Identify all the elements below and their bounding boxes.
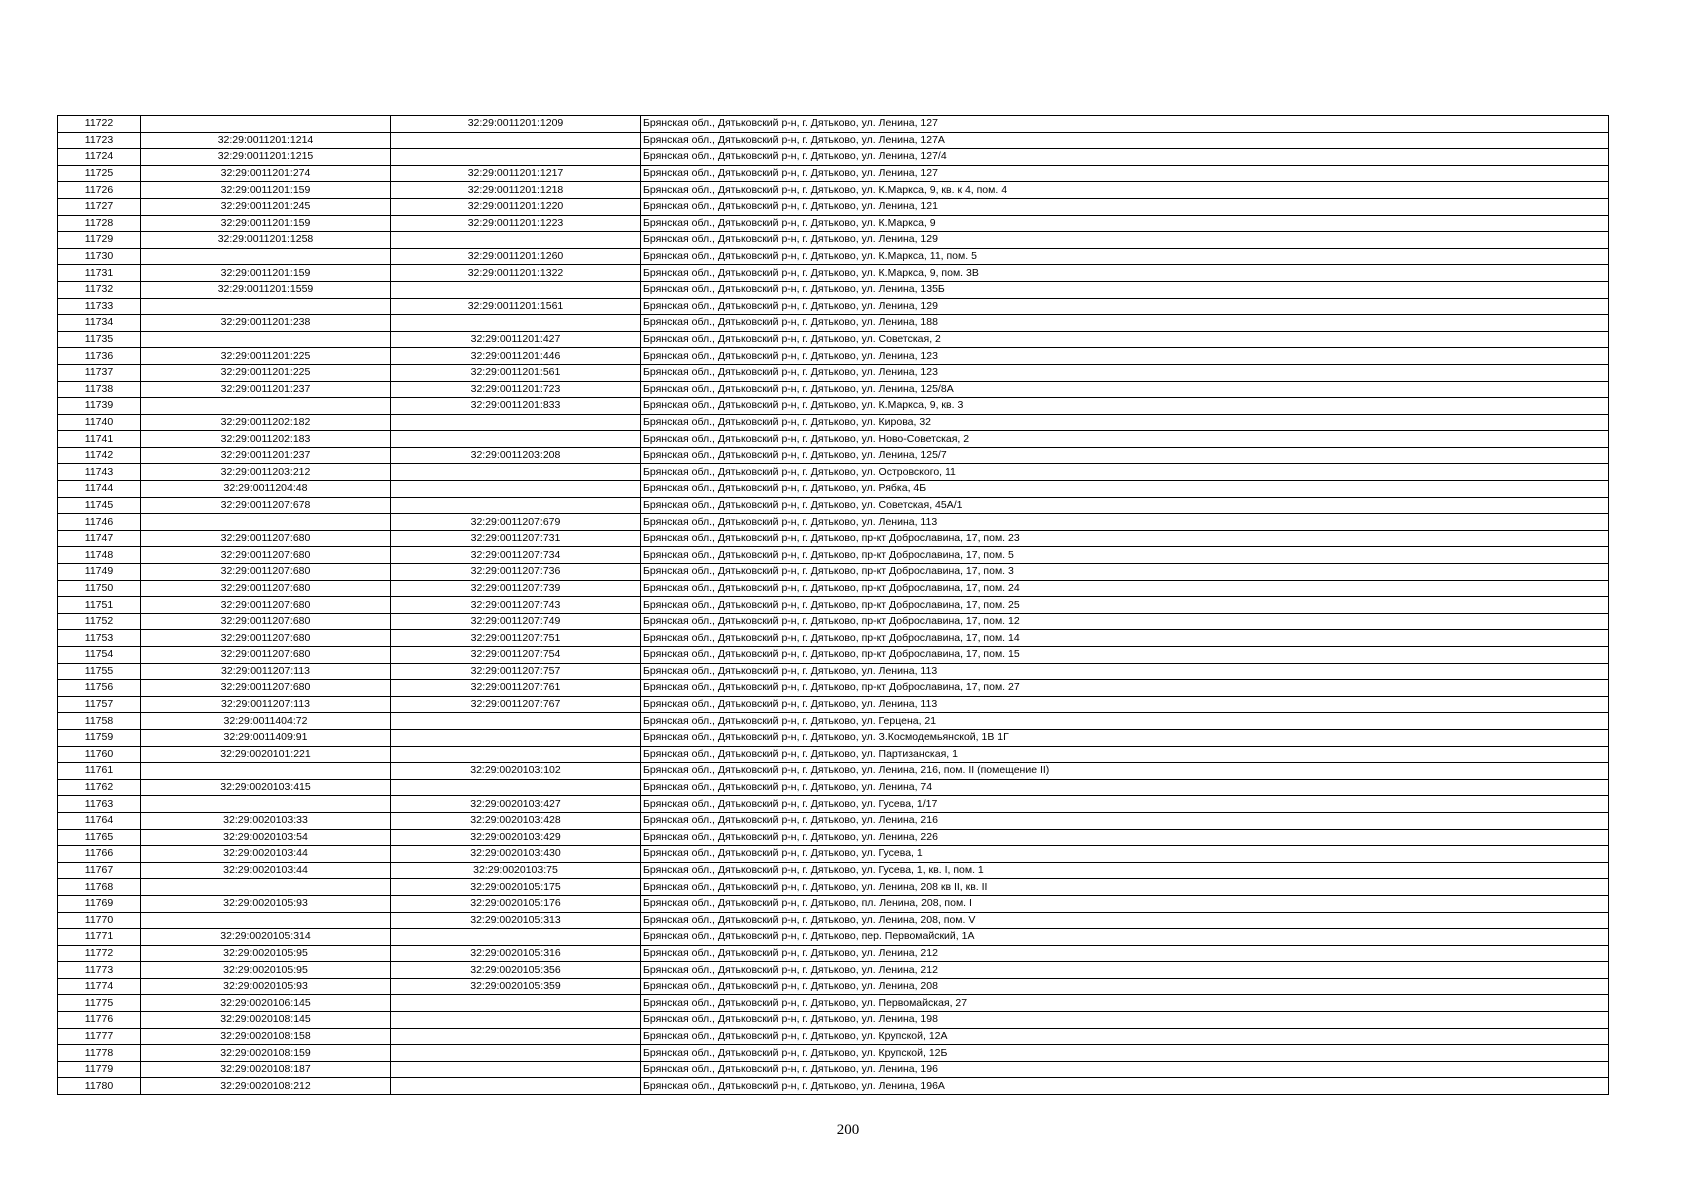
cadastral-number-cell: 32:29:0011207:678 bbox=[141, 497, 391, 514]
address-cell: Брянская обл., Дятьковский р-н, г. Дятьково, ул. К.Маркса, 9 bbox=[641, 215, 1609, 232]
linked-cadastral-number-cell: 32:29:0011207:761 bbox=[391, 680, 641, 697]
address-cell: Брянская обл., Дятьковский р-н, г. Дятьково, ул. К.Маркса, 9, кв. 3 bbox=[641, 398, 1609, 415]
table-row bbox=[58, 281, 1609, 298]
linked-cadastral-number-cell: 32:29:0011201:1561 bbox=[391, 298, 641, 315]
table-row bbox=[58, 978, 1609, 995]
row-number-cell: 11736 bbox=[58, 348, 141, 365]
cadastral-number-cell: 32:29:0020103:44 bbox=[141, 846, 391, 863]
row-number-cell: 11762 bbox=[58, 779, 141, 796]
table-row bbox=[58, 647, 1609, 664]
cadastral-number-cell bbox=[141, 763, 391, 780]
cadastral-number-cell: 32:29:0011207:680 bbox=[141, 630, 391, 647]
linked-cadastral-number-cell bbox=[391, 929, 641, 946]
table-row bbox=[58, 364, 1609, 381]
table-row bbox=[58, 713, 1609, 730]
table-row bbox=[58, 862, 1609, 879]
row-number-cell: 11756 bbox=[58, 680, 141, 697]
cadastral-number-cell: 32:29:0011201:225 bbox=[141, 364, 391, 381]
cadastral-number-cell: 32:29:0020106:145 bbox=[141, 995, 391, 1012]
address-cell: Брянская обл., Дятьковский р-н, г. Дятьково, ул. Крупской, 12Б bbox=[641, 1045, 1609, 1062]
table-row bbox=[58, 912, 1609, 929]
linked-cadastral-number-cell bbox=[391, 779, 641, 796]
linked-cadastral-number-cell: 32:29:0011207:736 bbox=[391, 564, 641, 581]
linked-cadastral-number-cell: 32:29:0011207:739 bbox=[391, 580, 641, 597]
linked-cadastral-number-cell: 32:29:0020103:429 bbox=[391, 829, 641, 846]
linked-cadastral-number-cell: 32:29:0011207:751 bbox=[391, 630, 641, 647]
linked-cadastral-number-cell bbox=[391, 729, 641, 746]
row-number-cell: 11771 bbox=[58, 929, 141, 946]
address-cell: Брянская обл., Дятьковский р-н, г. Дятьково, ул. Ленина, 74 bbox=[641, 779, 1609, 796]
cadastral-number-cell: 32:29:0011404:72 bbox=[141, 713, 391, 730]
address-cell: Брянская обл., Дятьковский р-н, г. Дятьково, ул. Ленина, 216 bbox=[641, 812, 1609, 829]
cadastral-number-cell bbox=[141, 298, 391, 315]
address-cell: Брянская обл., Дятьковский р-н, г. Дятьково, ул. З.Космодемьянской, 1В 1Г bbox=[641, 729, 1609, 746]
linked-cadastral-number-cell: 32:29:0020105:313 bbox=[391, 912, 641, 929]
linked-cadastral-number-cell bbox=[391, 1078, 641, 1095]
row-number-cell: 11779 bbox=[58, 1061, 141, 1078]
cadastral-number-cell bbox=[141, 912, 391, 929]
linked-cadastral-number-cell: 32:29:0011207:743 bbox=[391, 597, 641, 614]
row-number-cell: 11723 bbox=[58, 132, 141, 149]
row-number-cell: 11755 bbox=[58, 663, 141, 680]
address-cell: Брянская обл., Дятьковский р-н, г. Дятьково, пр-кт Доброславина, 17, пом. 14 bbox=[641, 630, 1609, 647]
address-cell: Брянская обл., Дятьковский р-н, г. Дятьково, ул. Ленина, 121 bbox=[641, 198, 1609, 215]
table-row bbox=[58, 729, 1609, 746]
address-cell: Брянская обл., Дятьковский р-н, г. Дятьково, ул. Ленина, 212 bbox=[641, 962, 1609, 979]
row-number-cell: 11725 bbox=[58, 165, 141, 182]
linked-cadastral-number-cell bbox=[391, 464, 641, 481]
cadastral-number-cell: 32:29:0011201:237 bbox=[141, 447, 391, 464]
cadastral-number-cell: 32:29:0011201:159 bbox=[141, 182, 391, 199]
table-row bbox=[58, 464, 1609, 481]
linked-cadastral-number-cell: 32:29:0011201:1217 bbox=[391, 165, 641, 182]
row-number-cell: 11733 bbox=[58, 298, 141, 315]
table-row bbox=[58, 812, 1609, 829]
row-number-cell: 11722 bbox=[58, 116, 141, 133]
address-cell: Брянская обл., Дятьковский р-н, г. Дятьково, ул. К.Маркса, 11, пом. 5 bbox=[641, 248, 1609, 265]
address-cell: Брянская обл., Дятьковский р-н, г. Дятьково, ул. Островского, 11 bbox=[641, 464, 1609, 481]
row-number-cell: 11731 bbox=[58, 265, 141, 282]
cadastral-number-cell: 32:29:0011201:237 bbox=[141, 381, 391, 398]
cadastral-number-cell: 32:29:0020103:415 bbox=[141, 779, 391, 796]
row-number-cell: 11732 bbox=[58, 281, 141, 298]
linked-cadastral-number-cell bbox=[391, 1012, 641, 1029]
linked-cadastral-number-cell: 32:29:0020105:175 bbox=[391, 879, 641, 896]
row-number-cell: 11740 bbox=[58, 414, 141, 431]
address-cell: Брянская обл., Дятьковский р-н, г. Дятьково, ул. Ленина, 208 bbox=[641, 978, 1609, 995]
linked-cadastral-number-cell: 32:29:0011207:767 bbox=[391, 696, 641, 713]
cadastral-number-cell: 32:29:0011207:680 bbox=[141, 597, 391, 614]
address-cell: Брянская обл., Дятьковский р-н, г. Дятьково, ул. Советская, 2 bbox=[641, 331, 1609, 348]
table-row bbox=[58, 331, 1609, 348]
row-number-cell: 11765 bbox=[58, 829, 141, 846]
table-row bbox=[58, 431, 1609, 448]
table-row bbox=[58, 497, 1609, 514]
linked-cadastral-number-cell: 32:29:0020105:359 bbox=[391, 978, 641, 995]
cadastral-number-cell: 32:29:0020108:145 bbox=[141, 1012, 391, 1029]
table-row bbox=[58, 530, 1609, 547]
linked-cadastral-number-cell: 32:29:0011201:1218 bbox=[391, 182, 641, 199]
address-cell: Брянская обл., Дятьковский р-н, г. Дятьково, пр-кт Доброславина, 17, пом. 3 bbox=[641, 564, 1609, 581]
cadastral-number-cell: 32:29:0011201:1559 bbox=[141, 281, 391, 298]
row-number-cell: 11749 bbox=[58, 564, 141, 581]
cadastral-number-cell bbox=[141, 398, 391, 415]
linked-cadastral-number-cell: 32:29:0011207:754 bbox=[391, 647, 641, 664]
table-row bbox=[58, 116, 1609, 133]
cadastral-number-cell: 32:29:0020105:95 bbox=[141, 945, 391, 962]
cadastral-number-cell: 32:29:0011207:680 bbox=[141, 613, 391, 630]
registry-table-body bbox=[58, 116, 1609, 1095]
address-cell: Брянская обл., Дятьковский р-н, г. Дятьково, ул. Партизанская, 1 bbox=[641, 746, 1609, 763]
table-row bbox=[58, 1061, 1609, 1078]
table-row bbox=[58, 945, 1609, 962]
cadastral-number-cell: 32:29:0011207:680 bbox=[141, 564, 391, 581]
row-number-cell: 11763 bbox=[58, 796, 141, 813]
table-row bbox=[58, 613, 1609, 630]
address-cell: Брянская обл., Дятьковский р-н, г. Дятьково, ул. Ленина, 216, пом. II (помещение II) bbox=[641, 763, 1609, 780]
row-number-cell: 11758 bbox=[58, 713, 141, 730]
cadastral-number-cell: 32:29:0011207:680 bbox=[141, 647, 391, 664]
row-number-cell: 11745 bbox=[58, 497, 141, 514]
row-number-cell: 11774 bbox=[58, 978, 141, 995]
cadastral-number-cell: 32:29:0011202:182 bbox=[141, 414, 391, 431]
cadastral-number-cell bbox=[141, 331, 391, 348]
cadastral-number-cell: 32:29:0011207:680 bbox=[141, 580, 391, 597]
cadastral-number-cell: 32:29:0011201:159 bbox=[141, 265, 391, 282]
cadastral-number-cell: 32:29:0011201:1214 bbox=[141, 132, 391, 149]
cadastral-number-cell: 32:29:0020105:93 bbox=[141, 895, 391, 912]
row-number-cell: 11751 bbox=[58, 597, 141, 614]
row-number-cell: 11780 bbox=[58, 1078, 141, 1095]
address-cell: Брянская обл., Дятьковский р-н, г. Дятьково, пр-кт Доброславина, 17, пом. 15 bbox=[641, 647, 1609, 664]
linked-cadastral-number-cell bbox=[391, 132, 641, 149]
linked-cadastral-number-cell bbox=[391, 746, 641, 763]
cadastral-number-cell: 32:29:0020108:158 bbox=[141, 1028, 391, 1045]
address-cell: Брянская обл., Дятьковский р-н, г. Дятьково, ул. Ленина, 127 bbox=[641, 165, 1609, 182]
row-number-cell: 11727 bbox=[58, 198, 141, 215]
linked-cadastral-number-cell bbox=[391, 232, 641, 249]
row-number-cell: 11767 bbox=[58, 862, 141, 879]
address-cell: Брянская обл., Дятьковский р-н, г. Дятьково, пр-кт Доброславина, 17, пом. 24 bbox=[641, 580, 1609, 597]
linked-cadastral-number-cell: 32:29:0011201:1322 bbox=[391, 265, 641, 282]
cadastral-number-cell: 32:29:0020108:159 bbox=[141, 1045, 391, 1062]
linked-cadastral-number-cell: 32:29:0020103:75 bbox=[391, 862, 641, 879]
address-cell: Брянская обл., Дятьковский р-н, г. Дятьково, ул. Ленина, 123 bbox=[641, 348, 1609, 365]
table-row bbox=[58, 663, 1609, 680]
row-number-cell: 11744 bbox=[58, 481, 141, 498]
address-cell: Брянская обл., Дятьковский р-н, г. Дятьково, ул. Первомайская, 27 bbox=[641, 995, 1609, 1012]
linked-cadastral-number-cell: 32:29:0011207:679 bbox=[391, 514, 641, 531]
table-row bbox=[58, 796, 1609, 813]
address-cell: Брянская обл., Дятьковский р-н, г. Дятьково, ул. Кирова, 32 bbox=[641, 414, 1609, 431]
address-cell: Брянская обл., Дятьковский р-н, г. Дятьково, ул. Крупской, 12А bbox=[641, 1028, 1609, 1045]
cadastral-number-cell bbox=[141, 514, 391, 531]
address-cell: Брянская обл., Дятьковский р-н, г. Дятьково, ул. Гусева, 1, кв. I, пом. 1 bbox=[641, 862, 1609, 879]
row-number-cell: 11741 bbox=[58, 431, 141, 448]
row-number-cell: 11775 bbox=[58, 995, 141, 1012]
address-cell: Брянская обл., Дятьковский р-н, г. Дятьково, ул. Ленина, 129 bbox=[641, 298, 1609, 315]
cadastral-number-cell: 32:29:0011201:1258 bbox=[141, 232, 391, 249]
row-number-cell: 11742 bbox=[58, 447, 141, 464]
linked-cadastral-number-cell: 32:29:0011207:731 bbox=[391, 530, 641, 547]
row-number-cell: 11754 bbox=[58, 647, 141, 664]
cadastral-number-cell: 32:29:0011202:183 bbox=[141, 431, 391, 448]
row-number-cell: 11724 bbox=[58, 149, 141, 166]
table-row bbox=[58, 962, 1609, 979]
table-row bbox=[58, 1028, 1609, 1045]
address-cell: Брянская обл., Дятьковский р-н, г. Дятьково, ул. К.Маркса, 9, кв. к 4, пом. 4 bbox=[641, 182, 1609, 199]
linked-cadastral-number-cell bbox=[391, 1028, 641, 1045]
cadastral-number-cell bbox=[141, 796, 391, 813]
cadastral-number-cell: 32:29:0011207:680 bbox=[141, 547, 391, 564]
row-number-cell: 11770 bbox=[58, 912, 141, 929]
table-row bbox=[58, 447, 1609, 464]
address-cell: Брянская обл., Дятьковский р-н, г. Дятьково, пр-кт Доброславина, 17, пом. 27 bbox=[641, 680, 1609, 697]
table-row bbox=[58, 564, 1609, 581]
table-row bbox=[58, 198, 1609, 215]
row-number-cell: 11768 bbox=[58, 879, 141, 896]
linked-cadastral-number-cell: 32:29:0011207:757 bbox=[391, 663, 641, 680]
table-row bbox=[58, 1078, 1609, 1095]
linked-cadastral-number-cell: 32:29:0011203:208 bbox=[391, 447, 641, 464]
cadastral-number-cell: 32:29:0020101:221 bbox=[141, 746, 391, 763]
row-number-cell: 11760 bbox=[58, 746, 141, 763]
address-cell: Брянская обл., Дятьковский р-н, г. Дятьково, пл. Ленина, 208, пом. I bbox=[641, 895, 1609, 912]
address-cell: Брянская обл., Дятьковский р-н, г. Дятьково, ул. Ленина, 113 bbox=[641, 696, 1609, 713]
address-cell: Брянская обл., Дятьковский р-н, г. Дятьково, ул. Ленина, 196А bbox=[641, 1078, 1609, 1095]
linked-cadastral-number-cell bbox=[391, 995, 641, 1012]
row-number-cell: 11750 bbox=[58, 580, 141, 597]
cadastral-number-cell: 32:29:0020105:93 bbox=[141, 978, 391, 995]
address-cell: Брянская обл., Дятьковский р-н, г. Дятьково, ул. Гусева, 1/17 bbox=[641, 796, 1609, 813]
row-number-cell: 11726 bbox=[58, 182, 141, 199]
table-row bbox=[58, 182, 1609, 199]
cadastral-number-cell bbox=[141, 116, 391, 133]
table-row bbox=[58, 215, 1609, 232]
linked-cadastral-number-cell bbox=[391, 497, 641, 514]
row-number-cell: 11729 bbox=[58, 232, 141, 249]
cadastral-number-cell: 32:29:0011201:225 bbox=[141, 348, 391, 365]
cadastral-number-cell: 32:29:0011201:1215 bbox=[141, 149, 391, 166]
table-row bbox=[58, 315, 1609, 332]
row-number-cell: 11738 bbox=[58, 381, 141, 398]
row-number-cell: 11759 bbox=[58, 729, 141, 746]
address-cell: Брянская обл., Дятьковский р-н, г. Дятьково, ул. Гусева, 1 bbox=[641, 846, 1609, 863]
table-row bbox=[58, 630, 1609, 647]
table-row bbox=[58, 481, 1609, 498]
row-number-cell: 11735 bbox=[58, 331, 141, 348]
linked-cadastral-number-cell: 32:29:0011201:1223 bbox=[391, 215, 641, 232]
linked-cadastral-number-cell bbox=[391, 431, 641, 448]
table-row bbox=[58, 696, 1609, 713]
cadastral-number-cell: 32:29:0011201:274 bbox=[141, 165, 391, 182]
table-row bbox=[58, 1045, 1609, 1062]
address-cell: Брянская обл., Дятьковский р-н, г. Дятьково, ул. Ленина, 208, пом. V bbox=[641, 912, 1609, 929]
linked-cadastral-number-cell: 32:29:0020105:356 bbox=[391, 962, 641, 979]
table-row bbox=[58, 132, 1609, 149]
table-row bbox=[58, 547, 1609, 564]
linked-cadastral-number-cell bbox=[391, 713, 641, 730]
linked-cadastral-number-cell: 32:29:0011201:1260 bbox=[391, 248, 641, 265]
address-cell: Брянская обл., Дятьковский р-н, г. Дятьково, ул. Ленина, 127/4 bbox=[641, 149, 1609, 166]
cadastral-number-cell: 32:29:0011207:680 bbox=[141, 530, 391, 547]
table-row bbox=[58, 580, 1609, 597]
linked-cadastral-number-cell: 32:29:0020105:176 bbox=[391, 895, 641, 912]
linked-cadastral-number-cell bbox=[391, 281, 641, 298]
address-cell: Брянская обл., Дятьковский р-н, г. Дятьково, ул. Ленина, 198 bbox=[641, 1012, 1609, 1029]
address-cell: Брянская обл., Дятьковский р-н, г. Дятьково, ул. Советская, 45А/1 bbox=[641, 497, 1609, 514]
address-cell: Брянская обл., Дятьковский р-н, г. Дятьково, ул. Ленина, 208 кв II, кв. II bbox=[641, 879, 1609, 896]
cadastral-number-cell: 32:29:0020103:54 bbox=[141, 829, 391, 846]
cadastral-number-cell: 32:29:0011204:48 bbox=[141, 481, 391, 498]
linked-cadastral-number-cell: 32:29:0020103:102 bbox=[391, 763, 641, 780]
linked-cadastral-number-cell bbox=[391, 481, 641, 498]
address-cell: Брянская обл., Дятьковский р-н, г. Дятьково, ул. Ленина, 226 bbox=[641, 829, 1609, 846]
cadastral-number-cell: 32:29:0020103:33 bbox=[141, 812, 391, 829]
table-row bbox=[58, 248, 1609, 265]
linked-cadastral-number-cell bbox=[391, 1061, 641, 1078]
address-cell: Брянская обл., Дятьковский р-н, г. Дятьково, ул. Ленина, 113 bbox=[641, 514, 1609, 531]
table-row bbox=[58, 829, 1609, 846]
table-row bbox=[58, 1012, 1609, 1029]
row-number-cell: 11737 bbox=[58, 364, 141, 381]
table-row bbox=[58, 149, 1609, 166]
address-cell: Брянская обл., Дятьковский р-н, г. Дятьково, пр-кт Доброславина, 17, пом. 12 bbox=[641, 613, 1609, 630]
page-number: 200 bbox=[836, 1122, 860, 1138]
row-number-cell: 11777 bbox=[58, 1028, 141, 1045]
address-cell: Брянская обл., Дятьковский р-н, г. Дятьково, ул. Ленина, 127 bbox=[641, 116, 1609, 133]
linked-cadastral-number-cell: 32:29:0020103:430 bbox=[391, 846, 641, 863]
table-row bbox=[58, 398, 1609, 415]
linked-cadastral-number-cell: 32:29:0011207:749 bbox=[391, 613, 641, 630]
table-row bbox=[58, 895, 1609, 912]
linked-cadastral-number-cell bbox=[391, 1045, 641, 1062]
cadastral-number-cell bbox=[141, 248, 391, 265]
address-cell: Брянская обл., Дятьковский р-н, г. Дятьково, пр-кт Доброславина, 17, пом. 5 bbox=[641, 547, 1609, 564]
row-number-cell: 11752 bbox=[58, 613, 141, 630]
row-number-cell: 11734 bbox=[58, 315, 141, 332]
linked-cadastral-number-cell bbox=[391, 315, 641, 332]
linked-cadastral-number-cell bbox=[391, 414, 641, 431]
table-row bbox=[58, 879, 1609, 896]
address-cell: Брянская обл., Дятьковский р-н, г. Дятьково, ул. Герцена, 21 bbox=[641, 713, 1609, 730]
row-number-cell: 11757 bbox=[58, 696, 141, 713]
cadastral-number-cell: 32:29:0011201:238 bbox=[141, 315, 391, 332]
linked-cadastral-number-cell: 32:29:0011201:1220 bbox=[391, 198, 641, 215]
table-row bbox=[58, 597, 1609, 614]
cadastral-number-cell bbox=[141, 879, 391, 896]
property-registry-table bbox=[57, 115, 1609, 1095]
address-cell: Брянская обл., Дятьковский р-н, г. Дятьково, ул. Ленина, 125/8А bbox=[641, 381, 1609, 398]
table-row bbox=[58, 514, 1609, 531]
cadastral-number-cell: 32:29:0011207:680 bbox=[141, 680, 391, 697]
table-row bbox=[58, 265, 1609, 282]
row-number-cell: 11761 bbox=[58, 763, 141, 780]
address-cell: Брянская обл., Дятьковский р-н, г. Дятьково, ул. Ленина, 129 bbox=[641, 232, 1609, 249]
table-row bbox=[58, 995, 1609, 1012]
address-cell: Брянская обл., Дятьковский р-н, г. Дятьково, ул. К.Маркса, 9, пом. 3В bbox=[641, 265, 1609, 282]
row-number-cell: 11728 bbox=[58, 215, 141, 232]
linked-cadastral-number-cell: 32:29:0011201:723 bbox=[391, 381, 641, 398]
cadastral-number-cell: 32:29:0011201:159 bbox=[141, 215, 391, 232]
address-cell: Брянская обл., Дятьковский р-н, г. Дятьково, ул. Ленина, 212 bbox=[641, 945, 1609, 962]
cadastral-number-cell: 32:29:0011203:212 bbox=[141, 464, 391, 481]
row-number-cell: 11772 bbox=[58, 945, 141, 962]
table-row bbox=[58, 348, 1609, 365]
cadastral-number-cell: 32:29:0020105:314 bbox=[141, 929, 391, 946]
cadastral-number-cell: 32:29:0020105:95 bbox=[141, 962, 391, 979]
linked-cadastral-number-cell bbox=[391, 149, 641, 166]
linked-cadastral-number-cell: 32:29:0020103:428 bbox=[391, 812, 641, 829]
cadastral-number-cell: 32:29:0020108:187 bbox=[141, 1061, 391, 1078]
linked-cadastral-number-cell: 32:29:0011201:833 bbox=[391, 398, 641, 415]
row-number-cell: 11730 bbox=[58, 248, 141, 265]
row-number-cell: 11764 bbox=[58, 812, 141, 829]
address-cell: Брянская обл., Дятьковский р-н, г. Дятьково, ул. Ленина, 125/7 bbox=[641, 447, 1609, 464]
table-row bbox=[58, 763, 1609, 780]
cadastral-number-cell: 32:29:0011409:91 bbox=[141, 729, 391, 746]
address-cell: Брянская обл., Дятьковский р-н, г. Дятьково, ул. Ленина, 135Б bbox=[641, 281, 1609, 298]
row-number-cell: 11746 bbox=[58, 514, 141, 531]
cadastral-number-cell: 32:29:0020103:44 bbox=[141, 862, 391, 879]
table-row bbox=[58, 414, 1609, 431]
table-row bbox=[58, 381, 1609, 398]
row-number-cell: 11776 bbox=[58, 1012, 141, 1029]
address-cell: Брянская обл., Дятьковский р-н, г. Дятьково, пр-кт Доброславина, 17, пом. 25 bbox=[641, 597, 1609, 614]
address-cell: Брянская обл., Дятьковский р-н, г. Дятьково, ул. Ленина, 196 bbox=[641, 1061, 1609, 1078]
linked-cadastral-number-cell: 32:29:0020103:427 bbox=[391, 796, 641, 813]
address-cell: Брянская обл., Дятьковский р-н, г. Дятьково, пер. Первомайский, 1А bbox=[641, 929, 1609, 946]
table-row bbox=[58, 846, 1609, 863]
linked-cadastral-number-cell: 32:29:0020105:316 bbox=[391, 945, 641, 962]
address-cell: Брянская обл., Дятьковский р-н, г. Дятьково, пр-кт Доброславина, 17, пом. 23 bbox=[641, 530, 1609, 547]
row-number-cell: 11773 bbox=[58, 962, 141, 979]
table-row bbox=[58, 298, 1609, 315]
row-number-cell: 11739 bbox=[58, 398, 141, 415]
address-cell: Брянская обл., Дятьковский р-н, г. Дятьково, ул. Ленина, 127А bbox=[641, 132, 1609, 149]
linked-cadastral-number-cell: 32:29:0011201:427 bbox=[391, 331, 641, 348]
row-number-cell: 11778 bbox=[58, 1045, 141, 1062]
table-row bbox=[58, 779, 1609, 796]
address-cell: Брянская обл., Дятьковский р-н, г. Дятьково, ул. Ленина, 188 bbox=[641, 315, 1609, 332]
row-number-cell: 11753 bbox=[58, 630, 141, 647]
row-number-cell: 11769 bbox=[58, 895, 141, 912]
table-row bbox=[58, 232, 1609, 249]
cadastral-number-cell: 32:29:0011201:245 bbox=[141, 198, 391, 215]
row-number-cell: 11748 bbox=[58, 547, 141, 564]
cadastral-number-cell: 32:29:0011207:113 bbox=[141, 663, 391, 680]
table-row bbox=[58, 165, 1609, 182]
table-row bbox=[58, 929, 1609, 946]
row-number-cell: 11743 bbox=[58, 464, 141, 481]
table-row bbox=[58, 746, 1609, 763]
address-cell: Брянская обл., Дятьковский р-н, г. Дятьково, ул. Ленина, 123 bbox=[641, 364, 1609, 381]
linked-cadastral-number-cell: 32:29:0011207:734 bbox=[391, 547, 641, 564]
address-cell: Брянская обл., Дятьковский р-н, г. Дятьково, ул. Рябка, 4Б bbox=[641, 481, 1609, 498]
linked-cadastral-number-cell: 32:29:0011201:1209 bbox=[391, 116, 641, 133]
table-row bbox=[58, 680, 1609, 697]
address-cell: Брянская обл., Дятьковский р-н, г. Дятьково, ул. Ленина, 113 bbox=[641, 663, 1609, 680]
linked-cadastral-number-cell: 32:29:0011201:446 bbox=[391, 348, 641, 365]
cadastral-number-cell: 32:29:0011207:113 bbox=[141, 696, 391, 713]
linked-cadastral-number-cell: 32:29:0011201:561 bbox=[391, 364, 641, 381]
row-number-cell: 11766 bbox=[58, 846, 141, 863]
cadastral-number-cell: 32:29:0020108:212 bbox=[141, 1078, 391, 1095]
row-number-cell: 11747 bbox=[58, 530, 141, 547]
address-cell: Брянская обл., Дятьковский р-н, г. Дятьково, ул. Ново-Советская, 2 bbox=[641, 431, 1609, 448]
